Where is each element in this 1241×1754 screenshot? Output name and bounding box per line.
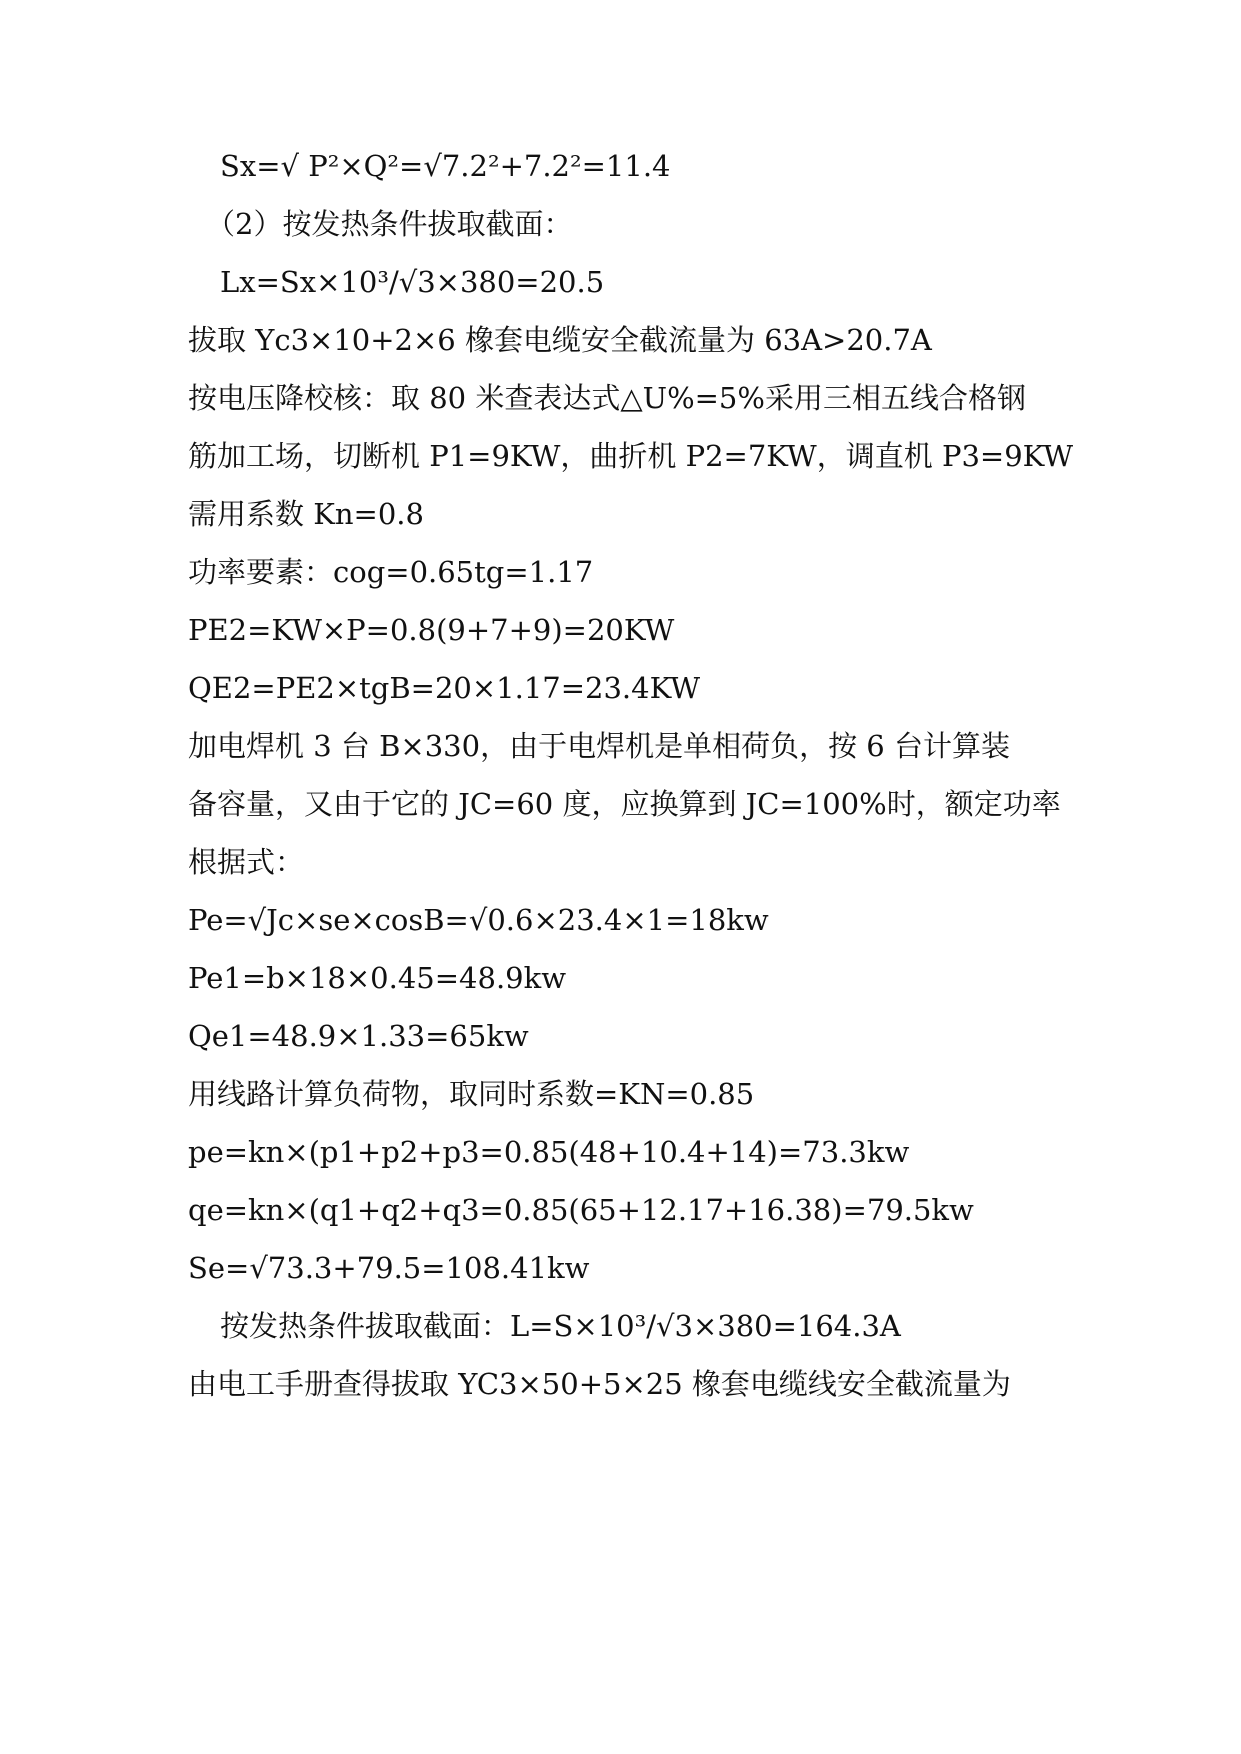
formula-pe-total: pe=kn×(p1+p2+p3=0.85(48+10.4+14)=73.3kw [188,1135,910,1169]
text-line-power-factor: 功率要素：cog=0.65tg=1.17 [188,555,594,589]
heading-section-2: （2）按发热条件拔取截面： [206,207,573,241]
text-line-welders: 加电焊机 3 台 B×330，由于电焊机是单相荷负，按 6 台计算装 [188,729,1010,763]
text-line-capacity: 备容量，又由于它的 JC=60 度，应换算到 JC=100%时，额定功率 [188,787,1061,821]
text-line-section-selection: 按发热条件拔取截面：L=S×10³/√3×380=164.3A [220,1309,901,1343]
text-line-cable-selection: 拔取 Yc3×10+2×6 橡套电缆安全截流量为 63A>20.7A [188,323,932,357]
formula-sx: Sx=√ P²×Q²=√7.2²+7.2²=11.4 [220,149,671,183]
text-line-formula-intro: 根据式： [188,845,305,879]
formula-qe1: Qe1=48.9×1.33=65kw [188,1019,529,1053]
formula-qe-total: qe=kn×(q1+q2+q3=0.85(65+12.17+16.38)=79.5kw [188,1193,974,1227]
formula-lx: Lx=Sx×10³/√3×380=20.5 [220,265,605,299]
formula-se: Se=√73.3+79.5=108.41kw [188,1251,590,1285]
text-line-handbook: 由电工手册查得拔取 YC3×50+5×25 橡套电缆线安全截流量为 [188,1367,1011,1401]
text-line-line-load: 用线路计算负荷物，取同时系数=KN=0.85 [188,1077,755,1111]
formula-pe: Pe=√Jc×se×cosB=√0.6×23.4×1=18kw [188,903,769,937]
formula-pe1: Pe1=b×18×0.45=48.9kw [188,961,567,995]
formula-pe2: PE2=KW×P=0.8(9+7+9)=20KW [188,613,675,647]
text-line-machines: 筋加工场，切断机 P1=9KW，曲折机 P2=7KW，调直机 P3=9KW [188,439,1074,473]
text-line-voltage-drop: 按电压降校核：取 80 米查表达式△U%=5%采用三相五线合格钢 [188,381,1026,415]
formula-qe2: QE2=PE2×tgB=20×1.17=23.4KW [188,671,701,705]
text-line-demand-factor: 需用系数 Kn=0.8 [188,497,424,531]
